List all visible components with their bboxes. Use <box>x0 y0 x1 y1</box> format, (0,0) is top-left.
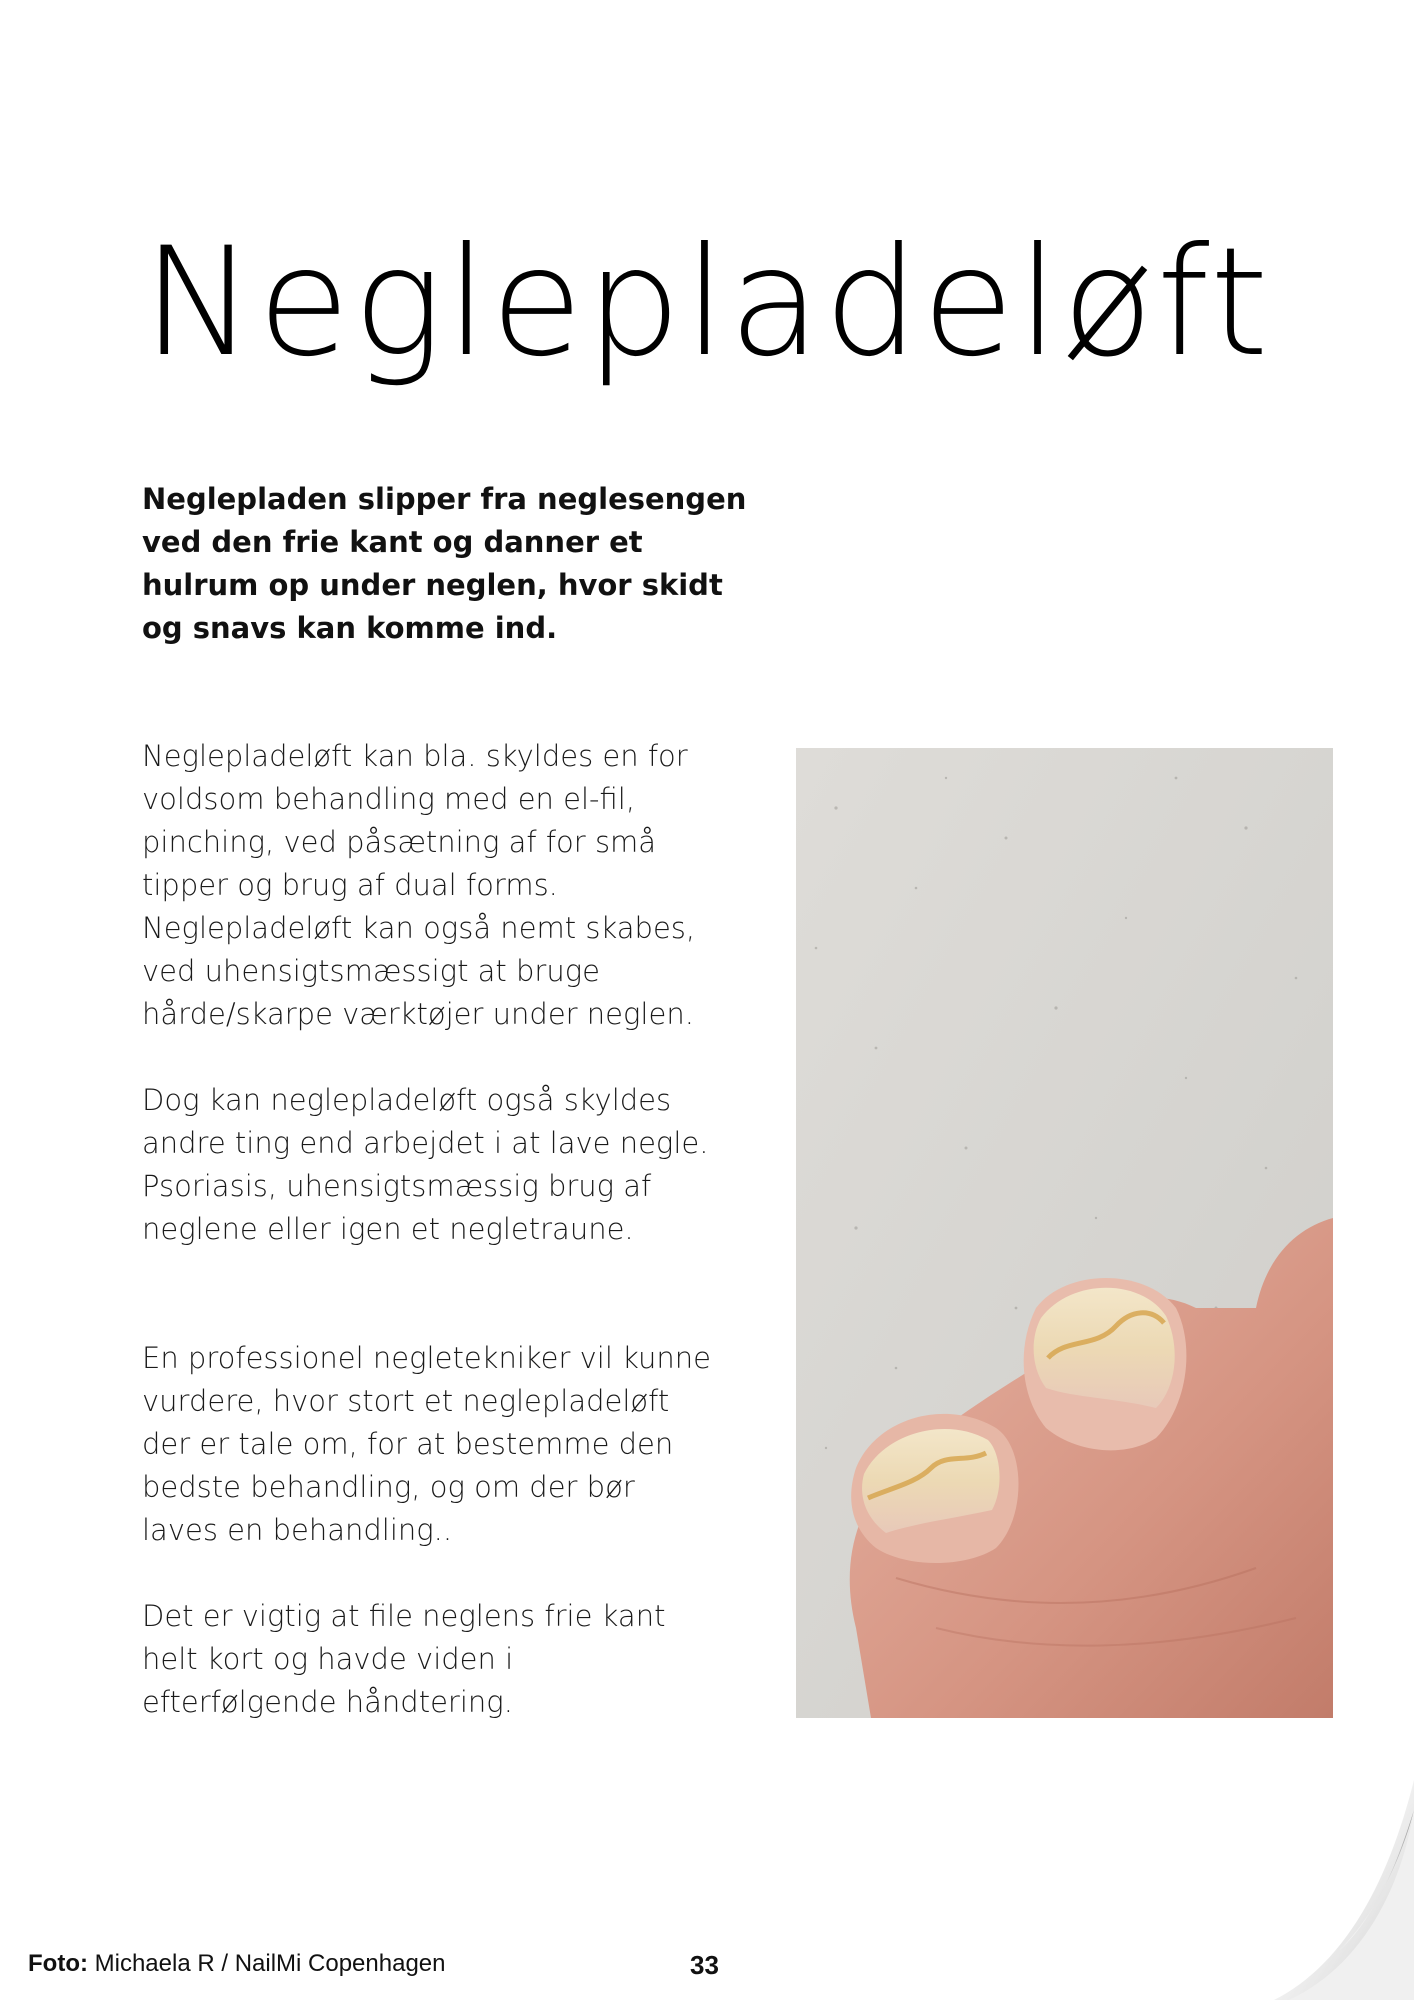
lead-line: hulrum op under neglen, hvor skidt <box>142 568 723 602</box>
photo-credit <box>28 1950 445 1978</box>
body-line: der er tale om, for at bestemme den <box>142 1427 674 1461</box>
photo-credit-label: Foto: <box>28 1950 88 1977</box>
body-line: laves en behandling.. <box>142 1513 453 1547</box>
body-line: pinching, ved påsætning af for små <box>142 825 657 859</box>
body-line: En professionel negletekniker vil kunne <box>142 1341 712 1375</box>
body-line: Psoriasis, uhensigtsmæssig brug af <box>142 1169 652 1203</box>
body-line: tipper og brug af dual forms. <box>142 868 558 902</box>
body-line: hårde/skarpe værktøjer under neglen. <box>142 997 694 1031</box>
photo-credit-text: Michaela R / NailMi Copenhagen <box>87 1950 446 1977</box>
body-line: Neglepladeløft kan bla. skyldes en for <box>142 739 688 773</box>
body-text <box>142 735 782 1724</box>
body-paragraph-1 <box>142 735 782 1036</box>
lead-line: ved den frie kant og danner et <box>142 525 643 559</box>
body-paragraph-2 <box>142 1079 782 1251</box>
body-line: andre ting end arbejdet i at lave negle. <box>142 1126 709 1160</box>
body-line: ved uhensigtsmæssigt at bruge <box>142 954 600 988</box>
body-paragraph-4 <box>142 1595 782 1724</box>
page-curl-decoration <box>1214 1780 1414 2000</box>
lead-paragraph <box>142 478 762 650</box>
body-line: helt kort og havde viden i <box>142 1642 514 1676</box>
body-line: Neglepladeløft kan også nemt skabes, <box>142 911 696 945</box>
lead-line: og snavs kan komme ind. <box>142 611 558 645</box>
body-line: vurdere, hvor stort et neglepladeløft <box>142 1384 670 1418</box>
body-paragraph-3 <box>142 1337 782 1552</box>
body-line: efterfølgende håndtering. <box>142 1685 513 1719</box>
page-title: Neglepladeløft <box>142 216 1272 390</box>
body-line: voldsom behandling med en el-fil, <box>142 782 636 816</box>
lead-line: Neglepladen slipper fra neglesengen <box>142 482 747 516</box>
page-number: 33 <box>690 1950 719 1980</box>
body-line: bedste behandling, og om der bør <box>142 1470 635 1504</box>
body-line: neglene eller igen et negletraune. <box>142 1212 634 1246</box>
body-line: Det er vigtig at file neglens frie kant <box>142 1599 666 1633</box>
body-line: Dog kan neglepladeløft også skyldes <box>142 1083 672 1117</box>
nail-photo <box>796 748 1333 1718</box>
